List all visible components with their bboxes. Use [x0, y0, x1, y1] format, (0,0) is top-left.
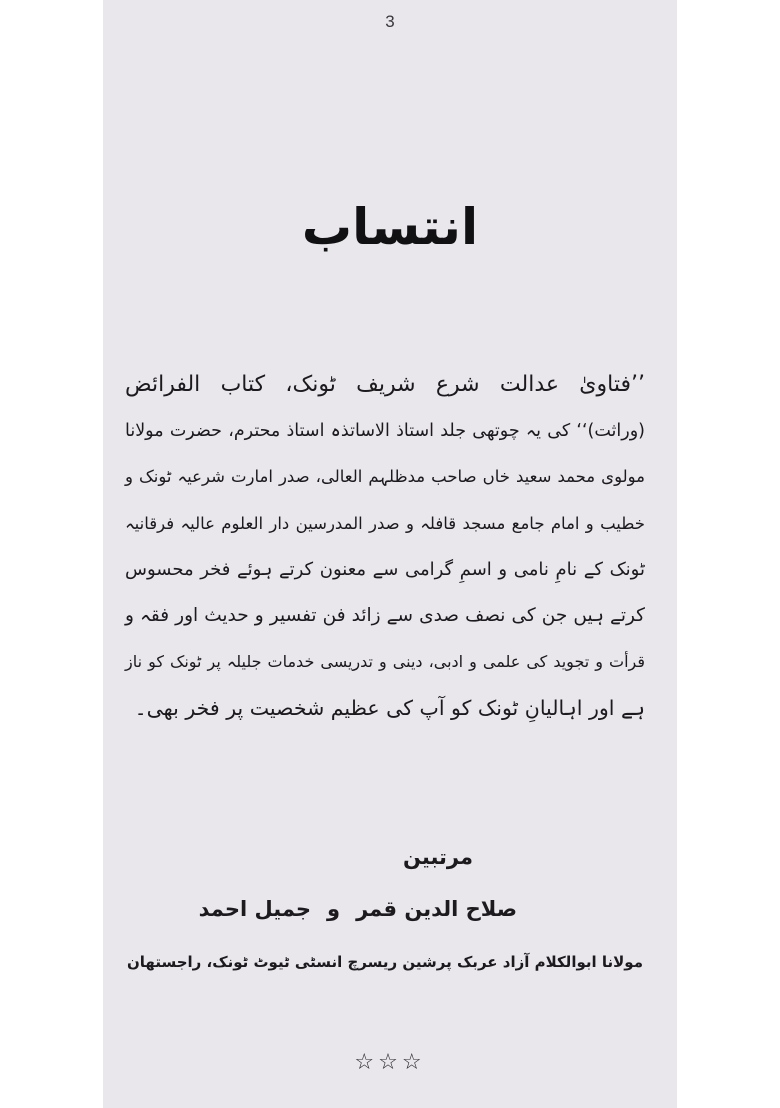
dedication-line: قرأت و تجوید کی علمی و ادبی، دینی و تدریسی خدمات جلیلہ پر ٹونک کو ناز	[125, 652, 645, 672]
compiler-name: جمیل احمد	[198, 897, 312, 921]
dedication-line: ہے اور اہالیانِ ٹونک کو آپ کی عظیم شخصیت پر فخر بھی۔	[134, 696, 645, 721]
page-number: 3	[385, 12, 395, 31]
dedication-text	[125, 362, 645, 732]
dedication-line: ٹونک کے نامِ نامی و اسمِ گرامی سے معنون کرتے ہوئے فخر محسوس	[125, 558, 645, 580]
page-title: انتساب	[301, 198, 479, 256]
book-page	[103, 0, 677, 1108]
dedication-line: خطیب و امام جامع مسجد قافلہ و صدر المدرسین دار العلوم عالیہ فرقانیہ	[125, 513, 645, 533]
compiler-connector: و	[327, 897, 341, 921]
institute-name: مولانا ابوالکلام آزاد عربک پرشین ریسرچ انسٹی ٹیوٹ ٹونک، راجستھان	[127, 953, 643, 971]
dedication-line: کرتے ہیں جن کی نصف صدی سے زائد فن تفسیر و حدیث اور فقہ و	[125, 604, 645, 626]
star-ornament: ☆☆☆	[354, 1050, 426, 1075]
dedication-line: (وراثت)‘‘ کی یہ چوتھی جلد استاذ الاساتذہ استاذ محترم، حضرت مولانا	[125, 421, 645, 442]
dedication-line: ’’فتاویٰ عدالت شرع شریف ٹونک، کتاب الفرائض	[125, 372, 645, 397]
dedication-line: مولوی محمد سعید خاں صاحب مدظلہم العالی، صدر امارت شرعیہ ٹونک و	[125, 467, 645, 487]
compilers-names	[199, 892, 517, 926]
compiler-name: صلاح الدین قمر	[356, 897, 517, 921]
compilers-heading: مرتبین	[403, 845, 473, 869]
